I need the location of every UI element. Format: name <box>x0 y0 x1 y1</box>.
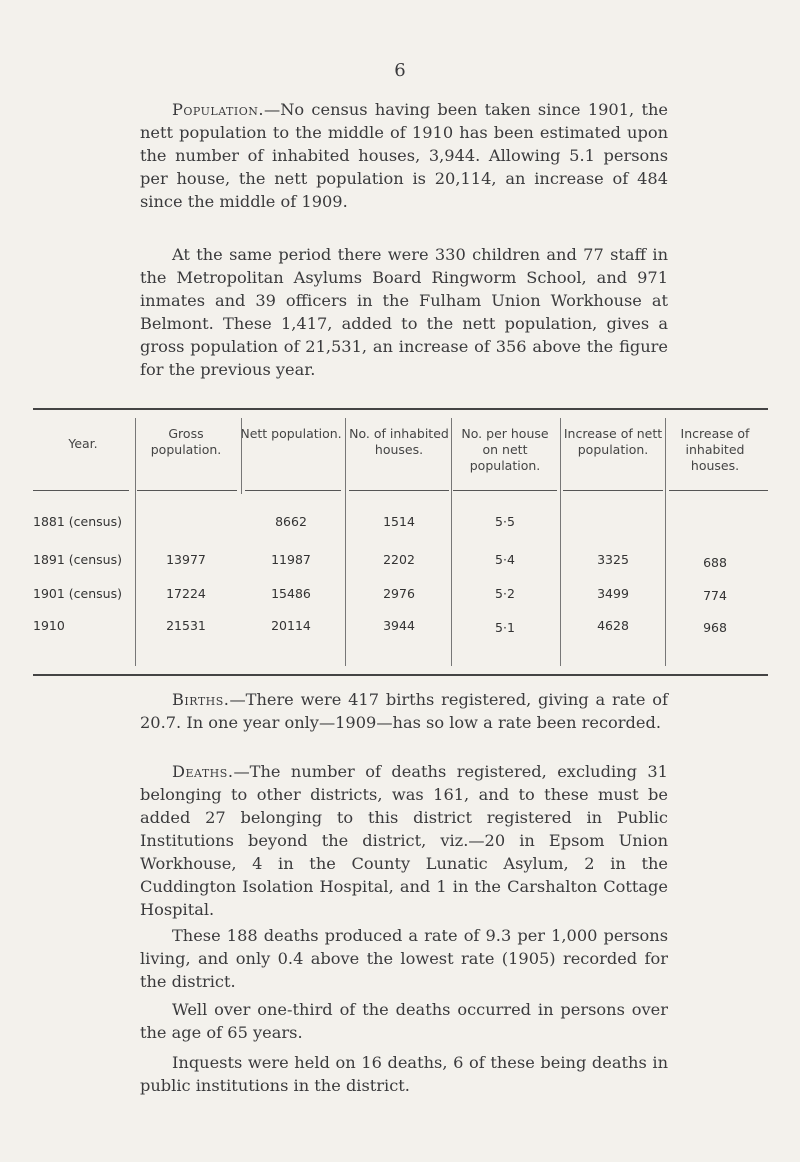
table-cell: 774 <box>703 588 727 603</box>
header-rule <box>33 490 129 491</box>
population-paragraph-2 <box>140 243 668 381</box>
table-cell: 2202 <box>383 552 415 567</box>
population-text-2: At the same period there were 330 children and 77 staff in the Metropolitan Asylums Board Ringworm School, and 971 inmates and 39 officers in the Fulham Union Workhouse at Belmont. These 1,417, added to the nett population, gives a gross population of 21,531, an increase of 356 above the figure for the previous year. <box>140 245 668 379</box>
table-cell: 1881 (census) <box>33 514 122 529</box>
table-cell: 17224 <box>166 586 206 601</box>
header-rule <box>245 490 341 491</box>
header-nett-population: Nett population. <box>240 426 342 441</box>
inquests-paragraph <box>140 1051 668 1097</box>
table-cell: 688 <box>703 555 727 570</box>
header-rule <box>563 490 663 491</box>
column-divider <box>241 418 242 494</box>
table-cell: 1514 <box>383 514 415 529</box>
header-year: Year. <box>68 436 98 451</box>
table-cell: 21531 <box>166 618 206 633</box>
table-cell: 3944 <box>383 618 415 633</box>
population-heading: Population. <box>172 100 265 119</box>
deaths-heading: Deaths. <box>172 762 234 781</box>
deaths-rate-text: These 188 deaths produced a rate of 9.3 per 1,000 persons living, and only 0.4 above the lowest rate (1905) recorded for the district. <box>140 926 668 991</box>
table-cell: 20114 <box>271 618 311 633</box>
population-text: —No census having been taken since 1901, the nett population to the middle of 1910 has been estimated upon the number of inhabited houses, 3,944. Allowing 5.1 persons per house, the nett population is 20,114, an increase of 484 since the middle of 1909. <box>140 100 668 211</box>
deaths-age-text: Well over one-third of the deaths occurred in persons over the age of 65 years. <box>140 1000 668 1042</box>
population-paragraph <box>140 98 668 213</box>
table-cell: 5·4 <box>495 552 515 567</box>
header-rule <box>669 490 768 491</box>
births-text: —There were 417 births registered, giving a rate of 20.7. In one year only—1909—has so low a rate been recorded. <box>140 690 668 732</box>
deaths-rate-paragraph <box>140 924 668 993</box>
column-divider <box>451 418 452 666</box>
header-inhabited-houses: No. of inhabited houses. <box>349 426 449 457</box>
deaths-text: —The number of deaths registered, excluding 31 belonging to other districts, was 161, and to these must be added 27 belonging to this district registered in Public Institutions beyond the district, viz.—20 in Epsom Union Workhouse, 4 in the County Lunatic Asylum, 2 in the Cuddington Isolation Hospital, and 1 in the Carshalton Cottage Hospital. <box>140 762 668 919</box>
header-rule <box>453 490 557 491</box>
column-divider <box>560 418 561 666</box>
inquests-text: Inquests were held on 16 deaths, 6 of these being deaths in public institutions in the district. <box>140 1053 668 1095</box>
table-cell: 5·1 <box>495 620 515 635</box>
table-bottom-rule <box>33 674 768 676</box>
table-cell: 1901 (census) <box>33 586 122 601</box>
table-cell: 3499 <box>597 586 629 601</box>
table-cell: 2976 <box>383 586 415 601</box>
header-no-per-house: No. per house on nett population. <box>461 426 549 473</box>
table-cell: 5·2 <box>495 586 515 601</box>
deaths-age-paragraph <box>140 998 668 1044</box>
population-table <box>33 408 768 676</box>
table-cell: 4628 <box>597 618 629 633</box>
table-cell: 5·5 <box>495 514 515 529</box>
table-cell: 1891 (census) <box>33 552 122 567</box>
table-cell: 1910 <box>33 618 65 633</box>
table-cell: 11987 <box>271 552 311 567</box>
header-rule <box>137 490 237 491</box>
header-gross-population: Gross population. <box>150 426 222 457</box>
header-rule <box>349 490 449 491</box>
column-divider <box>345 418 346 666</box>
deaths-paragraph <box>140 760 668 921</box>
page-number: 6 <box>394 60 406 81</box>
header-increase-nett: Increase of nett population. <box>563 426 663 457</box>
births-paragraph <box>140 688 668 734</box>
table-cell: 15486 <box>271 586 311 601</box>
births-heading: Births. <box>172 690 230 709</box>
table-cell: 8662 <box>275 514 307 529</box>
table-cell: 968 <box>703 620 727 635</box>
table-cell: 13977 <box>166 552 206 567</box>
header-increase-houses: Increase of inhabited houses. <box>680 426 750 473</box>
table-top-rule <box>33 408 768 410</box>
table-cell: 3325 <box>597 552 629 567</box>
